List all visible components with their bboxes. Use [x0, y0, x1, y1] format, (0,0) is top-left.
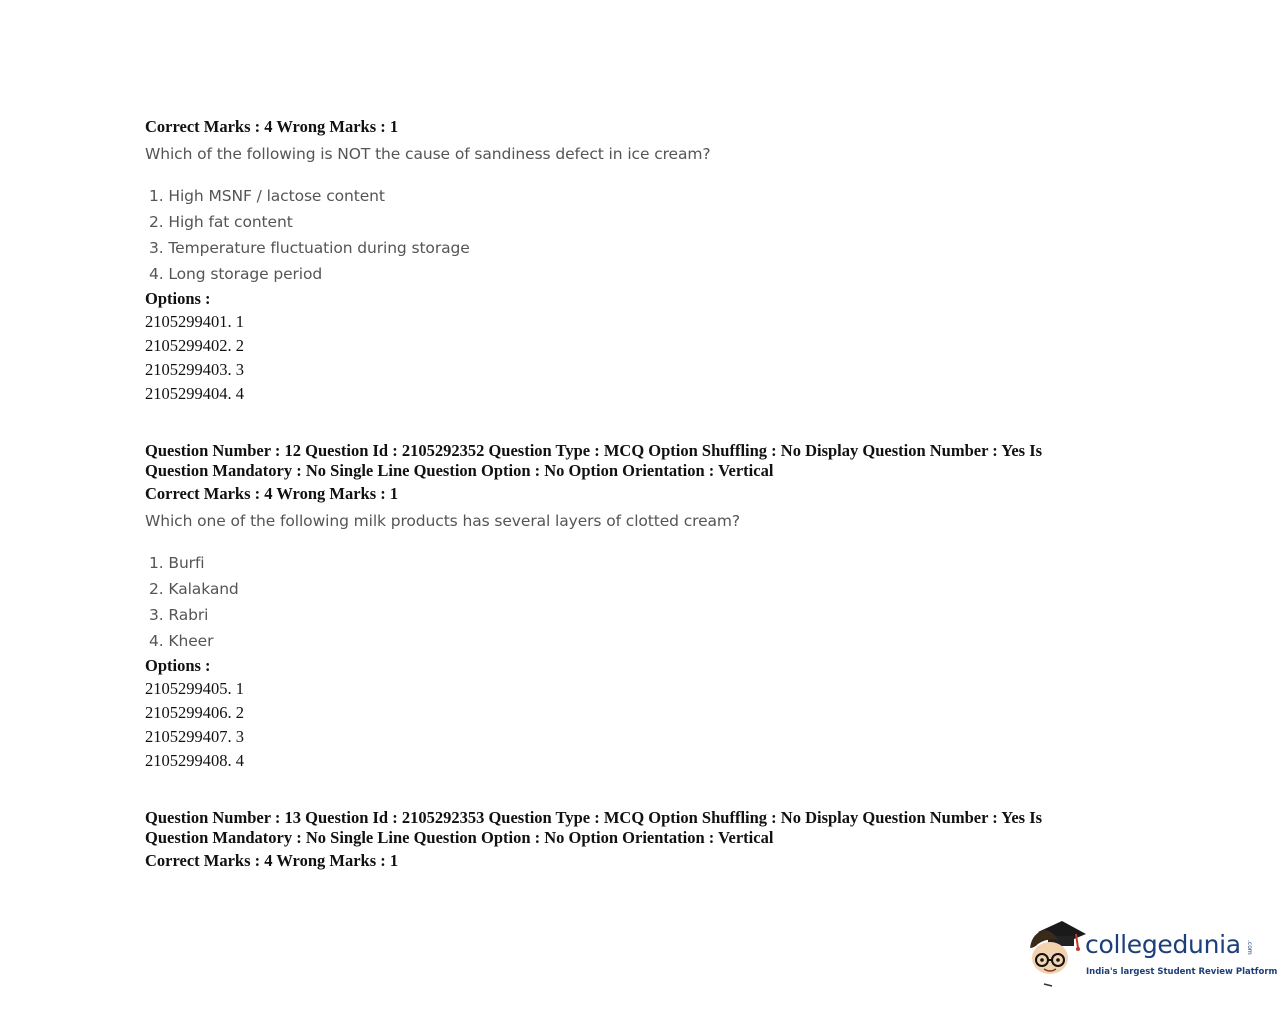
answer-choice: 1. Burfi [149, 554, 205, 572]
option-id: 2105299401. 1 [145, 312, 244, 331]
answer-choice: 2. Kalakand [149, 580, 239, 598]
options-label: Options : [145, 289, 211, 308]
question-header: Question Number : 12 Question Id : 2105292352 Question Type : MCQ Option Shuffling : No Display Question Number : Yes Is Question Mandatory : No Single Line Question Option : No Option Orientation : Vertical [145, 441, 1043, 480]
option-id: 2105299403. 3 [145, 360, 244, 379]
question-11-block [145, 117, 1105, 406]
answer-choices [145, 550, 1105, 654]
question-text: Which of the following is NOT the cause of sandiness defect in ice cream? [145, 145, 711, 163]
marks-line: Correct Marks : 4 Wrong Marks : 1 [145, 117, 399, 136]
answer-choice: 2. High fat content [149, 213, 293, 231]
answer-choice: 1. High MSNF / lactose content [149, 187, 385, 205]
answer-choice: 3. Temperature fluctuation during storage [149, 239, 470, 257]
question-text: Which one of the following milk products has several layers of clotted cream? [145, 512, 741, 530]
answer-choice: 4. Kheer [149, 632, 214, 650]
logo-wordmark: collegedunia [1085, 930, 1241, 959]
collegedunia-logo [1024, 918, 1278, 988]
options-label: Options : [145, 656, 211, 675]
question-12-block [145, 441, 1105, 773]
question-13-block [145, 808, 1105, 871]
marks-line: Correct Marks : 4 Wrong Marks : 1 [145, 484, 399, 503]
answer-choices [145, 183, 1105, 287]
option-id: 2105299404. 4 [145, 384, 244, 403]
marks-line: Correct Marks : 4 Wrong Marks : 1 [145, 851, 399, 870]
logo-domain-suffix: .com [1246, 940, 1253, 955]
option-id: 2105299408. 4 [145, 751, 244, 770]
answer-choice: 3. Rabri [149, 606, 209, 624]
answer-choice: 4. Long storage period [149, 265, 323, 283]
student-mascot-icon [1024, 918, 1086, 988]
option-id: 2105299407. 3 [145, 727, 244, 746]
option-id: 2105299406. 2 [145, 703, 244, 722]
question-header: Question Number : 13 Question Id : 2105292353 Question Type : MCQ Option Shuffling : No Display Question Number : Yes Is Question Mandatory : No Single Line Question Option : No Option Orientation : Vertical [145, 808, 1043, 847]
option-id: 2105299402. 2 [145, 336, 244, 355]
logo-tagline: India's largest Student Review Platform [1086, 967, 1278, 977]
option-id: 2105299405. 1 [145, 679, 244, 698]
